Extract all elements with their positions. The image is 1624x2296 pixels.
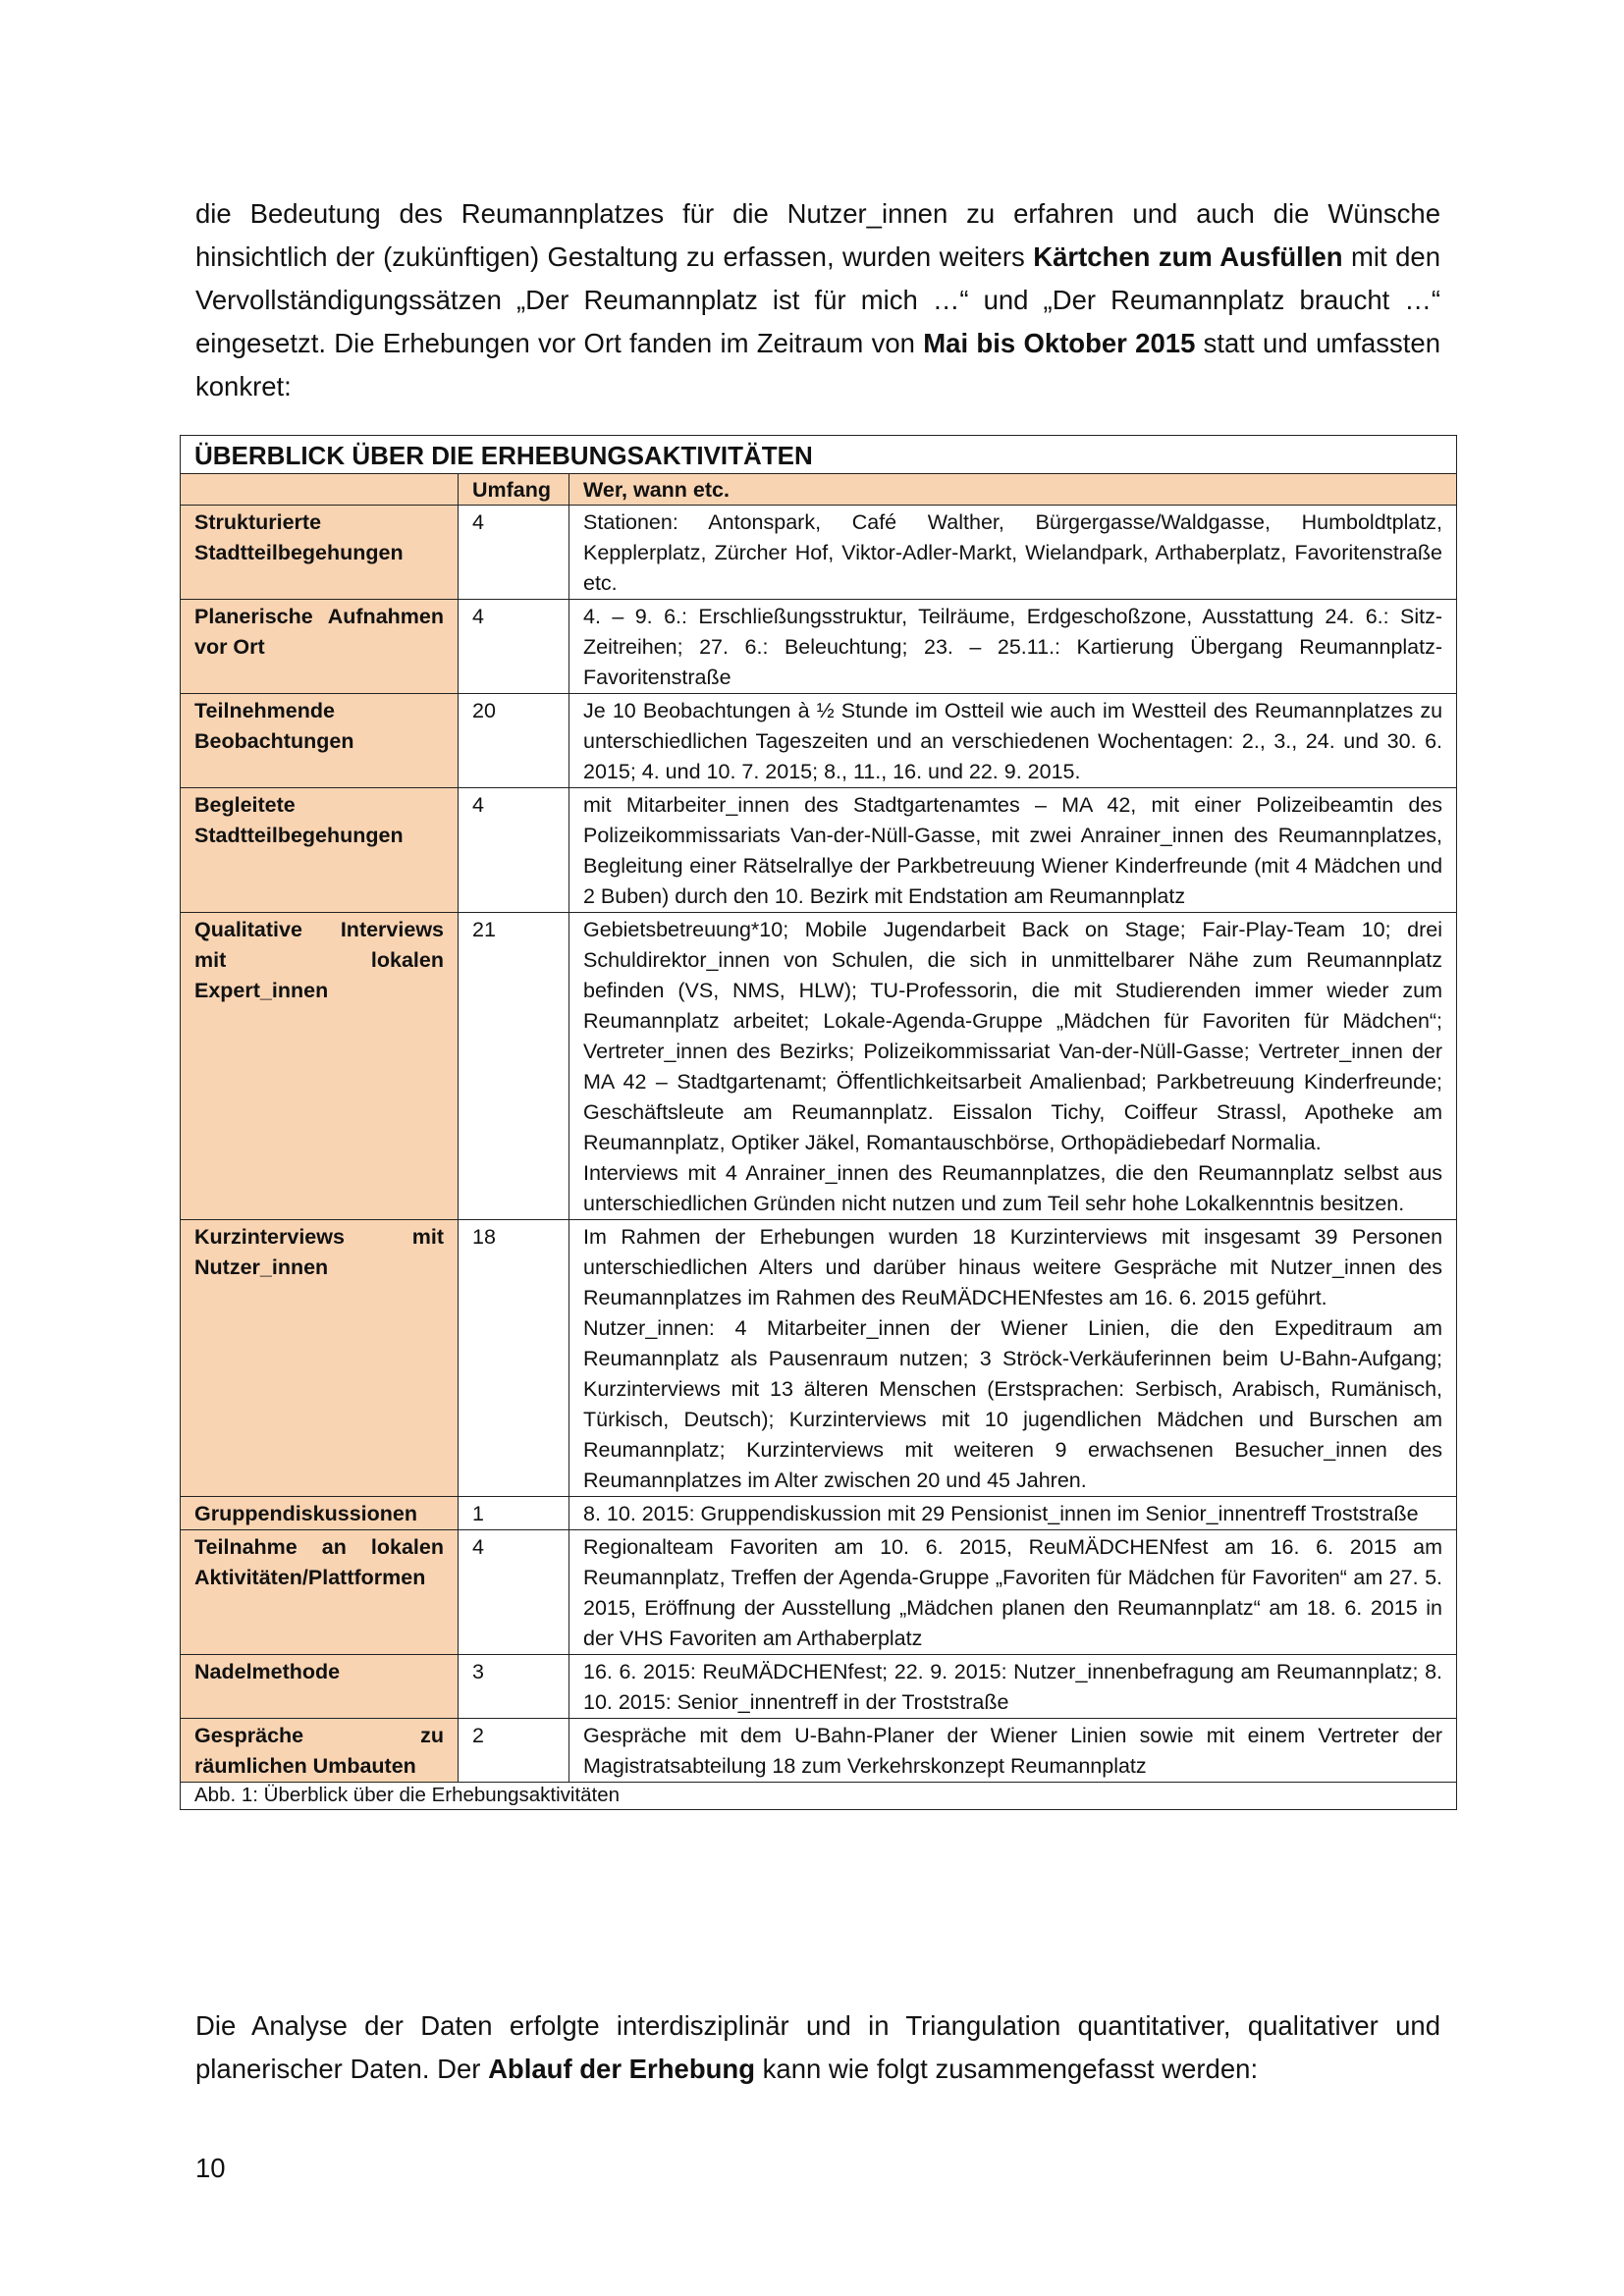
row-label: Qualitative Interviews mit lokalen Expert_innen <box>181 913 459 1220</box>
row-description <box>569 1220 1457 1497</box>
intro-text-2: mit den Vervollständigungssätzen „Der Reumannplatz ist für mich …“ und „Der Reumannplatz braucht …“ eingesetzt. Die Erhebungen vor Ort fanden im Zeitraum von <box>195 241 1440 358</box>
row-description: Gespräche mit dem U-Bahn-Planer der Wiener Linien sowie mit einem Vertreter der Magistratsabteilung 18 zum Verkehrskonzept Reumannplatz <box>569 1719 1457 1783</box>
table-header-row <box>181 474 1457 506</box>
outro-paragraph <box>195 2004 1440 2091</box>
row-description: 16. 6. 2015: ReuMÄDCHENfest; 22. 9. 2015: Nutzer_innenbefragung am Reumannplatz; 8. 10. 2015: Senior_innentreff in der Troststraße <box>569 1655 1457 1719</box>
row-label: Teilnehmende Beobachtungen <box>181 694 459 788</box>
row-umfang: 4 <box>459 788 569 913</box>
survey-activities-table <box>180 435 1457 1810</box>
row-description-part-2: Nutzer_innen: 4 Mitarbeiter_innen der Wiener Linien, die den Expeditraum am Reumannplatz als Pausenraum nutzen; 3 Ströck-Verkäuferinnen beim U-Bahn-Aufgang; Kurzinterviews mit 13 älteren Menschen (Erstsprachen: Serbisch, Arabisch, Rumänisch, Türkisch, Deutsch); Kurzinterviews mit 10 jugendlichen Mädchen und Burschen am Reumannplatz; Kurzinterviews mit weiteren 9 erwachsenen Besucher_innen des Reumannplatzes im Alter zwischen 20 und 45 Jahren. <box>583 1316 1443 1492</box>
row-umfang: 4 <box>459 600 569 694</box>
row-umfang: 3 <box>459 1655 569 1719</box>
row-umfang: 4 <box>459 1530 569 1655</box>
table-row <box>181 1655 1457 1719</box>
table-row <box>181 1220 1457 1497</box>
row-label: Teilnahme an lokalen Aktivitäten/Plattformen <box>181 1530 459 1655</box>
header-blank-cell <box>181 474 459 506</box>
table-row <box>181 1530 1457 1655</box>
row-umfang: 18 <box>459 1220 569 1497</box>
outro-text-2: kann wie folgt zusammengefasst werden: <box>755 2054 1259 2084</box>
intro-bold-2: Mai bis Oktober 2015 <box>923 328 1196 358</box>
row-label: Planerische Aufnahmen vor Ort <box>181 600 459 694</box>
row-description: 8. 10. 2015: Gruppendiskussion mit 29 Pensionist_innen im Senior_innentreff Troststraße <box>569 1497 1457 1530</box>
row-umfang: 1 <box>459 1497 569 1530</box>
row-umfang: 20 <box>459 694 569 788</box>
row-umfang: 21 <box>459 913 569 1220</box>
outro-bold-1: Ablauf der Erhebung <box>488 2054 756 2084</box>
intro-bold-1: Kärtchen zum Ausfüllen <box>1033 241 1343 272</box>
row-description-part-2: Interviews mit 4 Anrainer_innen des Reumannplatzes, die den Reumannplatz selbst aus unterschiedlichen Gründen nicht nutzen und zum Teil sehr hohe Lokalkenntnis besitzen. <box>583 1161 1443 1215</box>
row-description-part-1: Im Rahmen der Erhebungen wurden 18 Kurzinterviews mit insgesamt 39 Personen unterschiedlichen Alters und darüber hinaus weitere Gespräche mit Nutzer_innen des Reumannplatzes im Rahmen des ReuMÄDCHENfestes am 16. 6. 2015 geführt. <box>583 1225 1443 1309</box>
intro-paragraph <box>195 192 1440 408</box>
row-label: Gruppendiskussionen <box>181 1497 459 1530</box>
row-label: Kurzinterviews mit Nutzer_innen <box>181 1220 459 1497</box>
header-wer: Wer, wann etc. <box>569 474 1457 506</box>
table-row <box>181 788 1457 913</box>
row-label: Gespräche zu räumlichen Umbauten <box>181 1719 459 1783</box>
row-description-part-1: Gebietsbetreuung*10; Mobile Jugendarbeit Back on Stage; Fair-Play-Team 10; drei Schuldirektor_innen von Schulen, die sich in unmittelbarer Nähe zum Reumannplatz befinden (VS, NMS, HLW); TU-Professorin, die mit Studierenden immer wieder zum Reumannplatz arbeitet; Lokale-Agenda-Gruppe „Mädchen für Favoriten für Mädchen“; Vertreter_innen des Bezirks; Polizeikommissariat Van-der-Nüll-Gasse; Vertreter_innen der MA 42 – Stadtgartenamt; Öffentlichkeitsarbeit Amalienbad; Parkbetreuung Kinderfreunde; Geschäftsleute am Reumannplatz. Eissalon Tichy, Coiffeur Strassl, Apotheke am Reumannplatz, Optiker Jäkel, Romantauschbörse, Orthopädiebedarf Normalia. <box>583 918 1443 1154</box>
row-description: Je 10 Beobachtungen à ½ Stunde im Ostteil wie auch im Westteil des Reumannplatzes zu unterschiedlichen Tageszeiten und an verschiedenen Wochentagen: 2., 3., 24. und 30. 6. 2015; 4. und 10. 7. 2015; 8., 11., 16. und 22. 9. 2015. <box>569 694 1457 788</box>
table-row <box>181 1719 1457 1783</box>
page-number: 10 <box>195 2153 226 2183</box>
table-row <box>181 913 1457 1220</box>
table-caption: Abb. 1: Überblick über die Erhebungsaktivitäten <box>181 1783 1457 1810</box>
table-title: ÜBERBLICK ÜBER DIE ERHEBUNGSAKTIVITÄTEN <box>181 436 1457 474</box>
row-umfang: 2 <box>459 1719 569 1783</box>
row-description <box>569 913 1457 1220</box>
row-description: 4. – 9. 6.: Erschließungsstruktur, Teilräume, Erdgeschoßzone, Ausstattung 24. 6.: Sitz-Zeitreihen; 27. 6.: Beleuchtung; 23. – 25.11.: Kartierung Übergang Reumannplatz-Favoritenstraße <box>569 600 1457 694</box>
table-row <box>181 1497 1457 1530</box>
table-caption-row <box>181 1783 1457 1810</box>
row-description: mit Mitarbeiter_innen des Stadtgartenamtes – MA 42, mit einer Polizeibeamtin des Polizeikommissariats Van-der-Nüll-Gasse, mit zwei Anrainer_innen des Reumannplatzes, Begleitung einer Rätselrallye der Parkbetreuung Wiener Kinderfreunde (mit 4 Mädchen und 2 Buben) durch den 10. Bezirk mit Endstation am Reumannplatz <box>569 788 1457 913</box>
row-description: Regionalteam Favoriten am 10. 6. 2015, ReuMÄDCHENfest am 16. 6. 2015 am Reumannplatz, Treffen der Agenda-Gruppe „Favoriten für Mädchen für Favoriten“ am 27. 5. 2015, Eröffnung der Ausstellung „Mädchen planen den Reumannplatz“ am 18. 6. 2015 in der VHS Favoriten am Arthaberplatz <box>569 1530 1457 1655</box>
table-row <box>181 600 1457 694</box>
outro-text-1: Die Analyse der Daten erfolgte interdisziplinär und in Triangulation quantitativer, qualitativer und planerischer Daten. Der <box>195 2010 1440 2084</box>
table-row <box>181 506 1457 600</box>
row-description: Stationen: Antonspark, Café Walther, Bürgergasse/Waldgasse, Humboldtplatz, Kepplerplatz, Zürcher Hof, Viktor-Adler-Markt, Wielandpark, Arthaberplatz, Favoritenstraße etc. <box>569 506 1457 600</box>
row-label: Nadelmethode <box>181 1655 459 1719</box>
intro-text-1: die Bedeutung des Reumannplatzes für die Nutzer_innen zu erfahren und auch die Wünsche hinsichtlich der (zukünftigen) Gestaltung zu erfassen, wurden weiters <box>195 198 1440 272</box>
intro-text-3: statt und umfassten konkret: <box>195 328 1440 401</box>
table-row <box>181 694 1457 788</box>
header-umfang: Umfang <box>459 474 569 506</box>
row-umfang: 4 <box>459 506 569 600</box>
row-label: Begleitete Stadtteilbegehungen <box>181 788 459 913</box>
row-label: Strukturierte Stadtteilbegehungen <box>181 506 459 600</box>
